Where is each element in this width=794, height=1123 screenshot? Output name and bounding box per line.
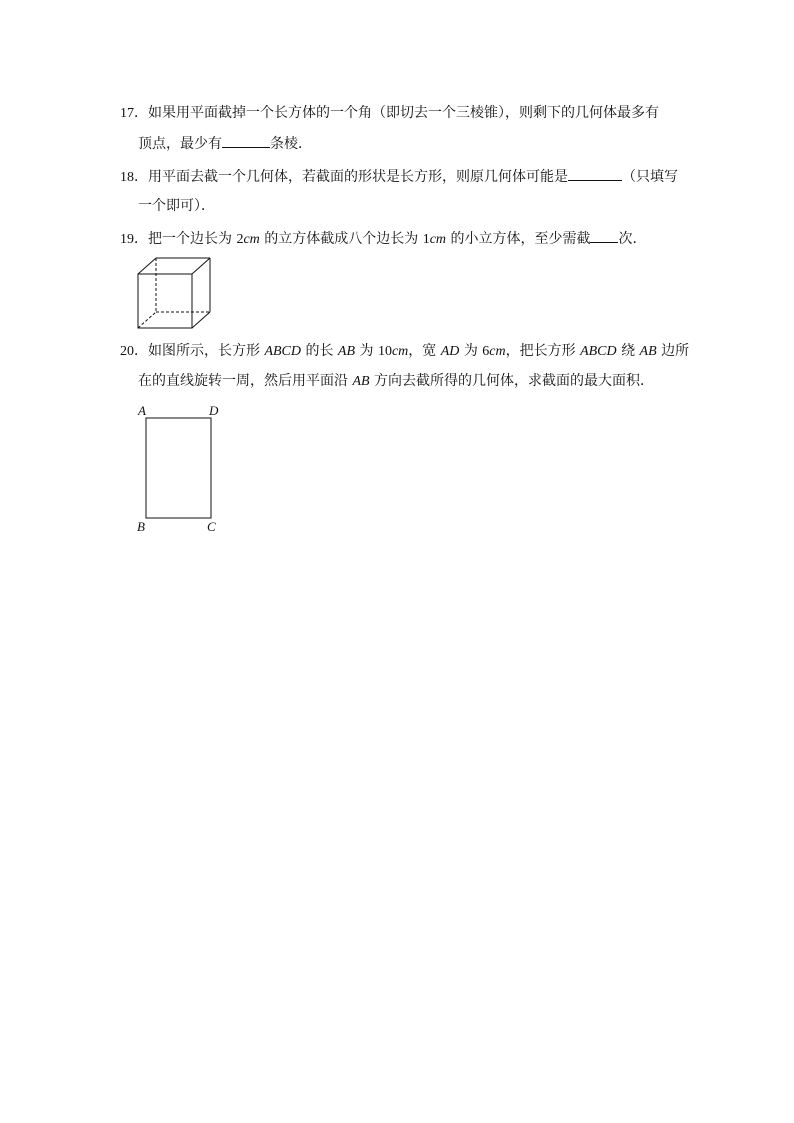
- question-text: ．如果用平面截掉一个长方体的一个角（即切去一个三棱锥），则剩下的几何体最多有: [134, 105, 659, 121]
- question-18-line-1: [120, 166, 678, 186]
- vertex-label-a: A: [138, 403, 146, 418]
- question-17-line-2: [138, 133, 312, 153]
- vertex-label-c: C: [207, 519, 216, 534]
- unit: cm: [243, 232, 260, 247]
- question-text: 的小立方体，至少需截: [446, 231, 591, 247]
- cube-bottom-right-edge: [192, 312, 210, 328]
- question-text: 在的直线旋转一周，然后用平面沿: [138, 373, 353, 389]
- question-text: ，宽: [408, 343, 441, 359]
- math-label: ABCD: [580, 344, 617, 359]
- question-number: 20: [120, 344, 134, 359]
- question-text: 边所: [656, 343, 690, 359]
- question-text: 次．: [618, 231, 647, 247]
- rectangle-abcd-figure: [132, 400, 228, 540]
- value: 1: [422, 232, 430, 247]
- question-text: 方向去截所得的几何体，求截面的最大面积．: [369, 373, 655, 389]
- unit: cm: [429, 232, 447, 247]
- question-text: ．把一个边长为: [134, 231, 237, 247]
- cube-front-face: [138, 274, 192, 328]
- answer-blank[interactable]: [222, 133, 270, 148]
- math-label: AB: [337, 344, 356, 359]
- value: 10: [377, 344, 392, 359]
- question-text: 顶点，最少有: [138, 136, 222, 152]
- math-label: AD: [440, 344, 460, 359]
- value: 6: [482, 344, 490, 359]
- question-20-line-2: [138, 371, 654, 391]
- question-text: ．如图所示，长方形: [134, 343, 265, 359]
- math-label: AB: [639, 344, 657, 359]
- question-text: （只填写: [622, 169, 678, 185]
- question-text: 条棱．: [270, 136, 312, 152]
- unit: cm: [489, 344, 506, 359]
- question-text: ．用平面去截一个几何体，若截面的形状是长方形，则原几何体可能是: [134, 169, 568, 185]
- math-label: AB: [352, 374, 370, 389]
- math-label: ABCD: [264, 344, 302, 359]
- question-number: 17: [120, 106, 134, 121]
- question-text: 为: [355, 343, 378, 359]
- question-17-line-1: [120, 103, 659, 123]
- question-19-line: [120, 228, 646, 248]
- cube-hidden-diagonal-edge: [138, 312, 156, 328]
- question-18-line-2: [138, 196, 215, 216]
- rectangle-shape: [146, 418, 211, 518]
- question-text: 的长: [301, 343, 338, 359]
- question-text: 的立方体截成八个边长为: [259, 231, 423, 247]
- value: 2: [236, 232, 244, 247]
- question-number: 19: [120, 232, 134, 247]
- cube-figure: [134, 254, 216, 334]
- question-text: 绕: [616, 343, 640, 359]
- question-20-line-1: [120, 341, 689, 361]
- question-text: ，把长方形: [505, 343, 581, 359]
- question-text: 为: [459, 343, 483, 359]
- cube-top-right-edge: [192, 258, 210, 274]
- vertex-label-d: D: [209, 403, 219, 418]
- cube-top-left-edge: [138, 258, 156, 274]
- answer-blank[interactable]: [568, 166, 622, 181]
- question-number: 18: [120, 170, 134, 185]
- question-text: 一个即可）．: [138, 198, 215, 214]
- vertex-label-b: B: [137, 519, 145, 534]
- unit: cm: [391, 344, 409, 359]
- answer-blank[interactable]: [590, 228, 618, 243]
